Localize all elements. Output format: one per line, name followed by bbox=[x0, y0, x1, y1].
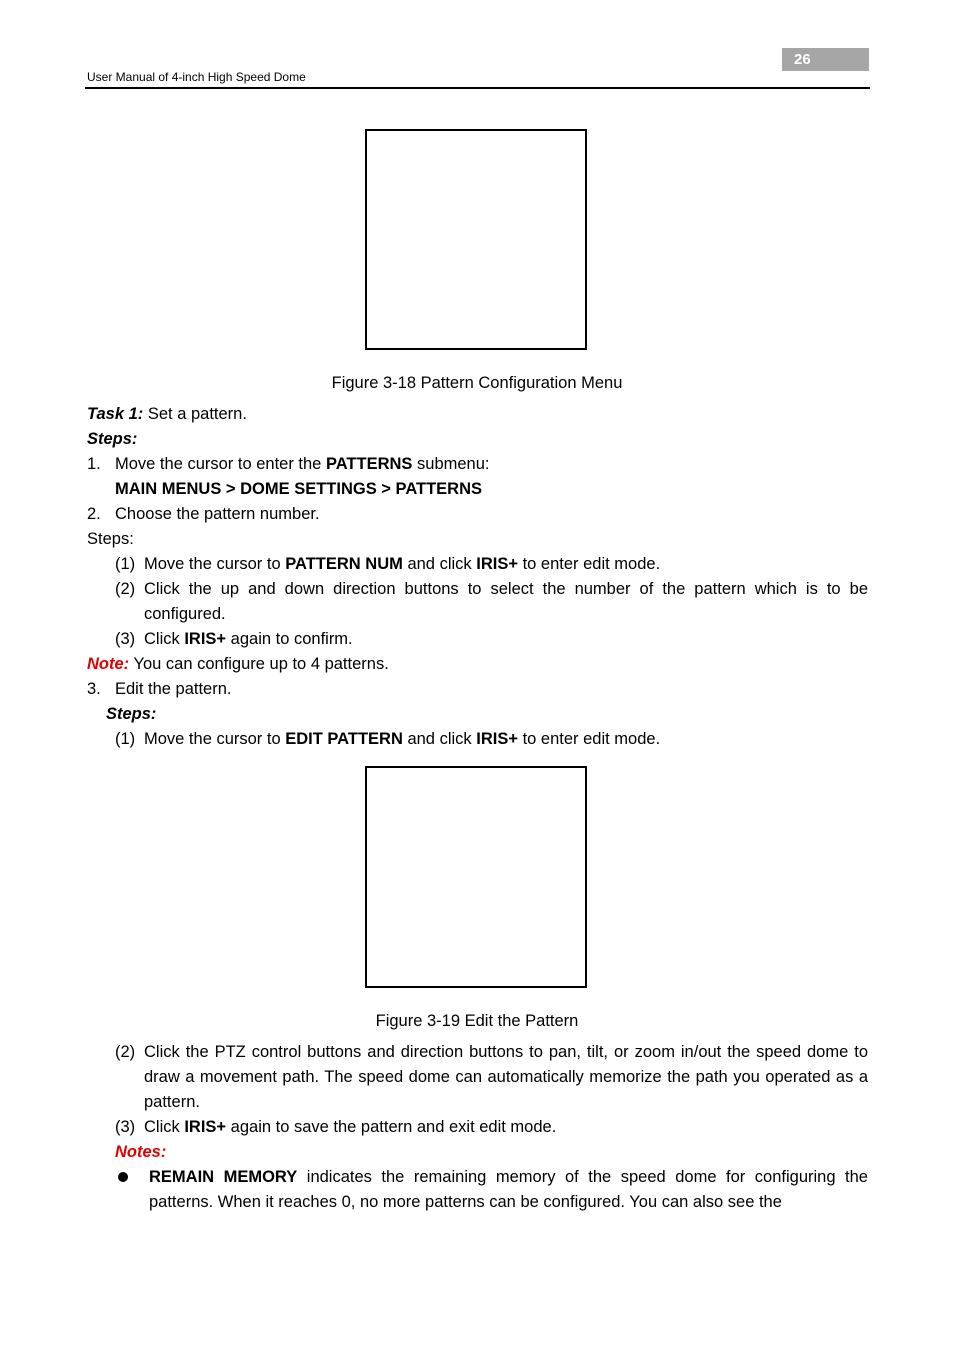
note-text: You can configure up to 4 patterns. bbox=[129, 655, 389, 673]
menu-name: EDIT PATTERN bbox=[285, 730, 403, 748]
page-number: 26 bbox=[782, 48, 869, 71]
substep-3-2-text: Click the PTZ control buttons and direction buttons to pan, tilt, or zoom in/out the speed dome to draw a movement path. The speed dome can automatically memorize the path you operated as a pattern. bbox=[144, 1043, 868, 1111]
text-fragment: Click bbox=[144, 630, 185, 648]
substep-2-3-text bbox=[144, 627, 353, 652]
text-fragment: Click bbox=[144, 1118, 185, 1136]
text-fragment: to enter edit mode. bbox=[517, 730, 661, 748]
step-3-text: Edit the pattern. bbox=[115, 680, 232, 698]
steps-label: Steps: bbox=[87, 530, 134, 548]
substep-number: (3) bbox=[115, 630, 136, 648]
step-1-text bbox=[115, 452, 489, 477]
notes-heading: Notes: bbox=[115, 1143, 167, 1161]
substep-number: (2) bbox=[115, 580, 136, 598]
bullet-icon bbox=[118, 1172, 128, 1182]
text-fragment: Move the cursor to bbox=[144, 730, 286, 748]
substep-3-1-text bbox=[144, 727, 660, 752]
step-number: 1. bbox=[87, 455, 101, 473]
menu-path bbox=[115, 477, 482, 502]
note-label: Note: bbox=[87, 655, 130, 673]
step-number: 2. bbox=[87, 505, 101, 523]
task-line bbox=[87, 402, 247, 427]
bullet-description: indicates the remaining memory of the speed dome for configuring the patterns. When it reaches 0, no more patterns can be configured. You can also see the bbox=[149, 1168, 868, 1211]
substep-number: (1) bbox=[115, 555, 136, 573]
bullet-text bbox=[149, 1165, 868, 1215]
task-label: Task 1: bbox=[87, 405, 144, 423]
text-fragment: to enter edit mode. bbox=[517, 555, 661, 573]
header-title: User Manual of 4-inch High Speed Dome bbox=[87, 70, 306, 84]
menu-name: PATTERN NUM bbox=[285, 555, 403, 573]
task-text: Set a pattern. bbox=[143, 405, 247, 423]
button-name: IRIS+ bbox=[476, 730, 518, 748]
substep-number: (1) bbox=[115, 730, 136, 748]
figure-caption: Figure 3-18 Pattern Configuration Menu bbox=[331, 374, 623, 392]
term-name: REMAIN MEMORY bbox=[149, 1168, 298, 1186]
figure-pattern-configuration-menu bbox=[365, 129, 587, 350]
menu-name: PATTERNS bbox=[325, 455, 413, 473]
text-fragment: Move the cursor to bbox=[144, 555, 286, 573]
text-fragment: again to save the pattern and exit edit mode. bbox=[226, 1118, 557, 1136]
text-fragment: submenu: bbox=[412, 455, 490, 473]
text-fragment: and click bbox=[402, 555, 477, 573]
button-name: IRIS+ bbox=[476, 555, 518, 573]
text-fragment: again to confirm. bbox=[226, 630, 353, 648]
note-line bbox=[87, 652, 389, 677]
text-fragment: Move the cursor to enter the bbox=[115, 455, 326, 473]
substep-3-3-text bbox=[144, 1115, 556, 1140]
steps-heading: Steps: bbox=[106, 705, 157, 723]
step-2-text: Choose the pattern number. bbox=[115, 505, 320, 523]
substep-2-2-text: Click the up and down direction buttons to select the number of the pattern which is to be configured. bbox=[144, 580, 868, 623]
step-number: 3. bbox=[87, 680, 101, 698]
button-name: IRIS+ bbox=[184, 630, 227, 648]
substep-number: (3) bbox=[115, 1118, 136, 1136]
menu-path-text: MAIN MENUS > DOME SETTINGS > PATTERNS bbox=[115, 480, 483, 498]
substep-2-1-text bbox=[144, 552, 660, 577]
button-name: IRIS+ bbox=[184, 1118, 227, 1136]
header-rule bbox=[85, 87, 870, 89]
figure-caption: Figure 3-19 Edit the Pattern bbox=[375, 1012, 579, 1030]
text-fragment: and click bbox=[402, 730, 477, 748]
substep-number: (2) bbox=[115, 1043, 136, 1061]
steps-heading: Steps: bbox=[87, 430, 138, 448]
figure-edit-pattern bbox=[365, 766, 587, 988]
